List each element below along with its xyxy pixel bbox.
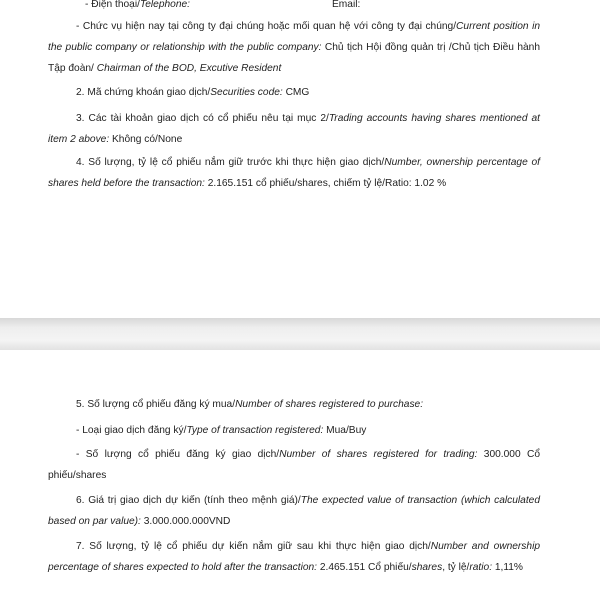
item5-vi: 5. Số lượng cổ phiếu đăng ký mua/: [76, 399, 236, 410]
item6-vi: 6. Giá trị giao dịch dự kiến (tính theo mệnh giá)/: [76, 495, 301, 506]
phone-label-en: Telephone:: [139, 0, 190, 10]
item7-value: 2.465.151 Cổ phiếu/: [317, 562, 412, 573]
item-5-shares-registered: [48, 394, 540, 415]
item3-vi: 3. Các tài khoản giao dịch có cổ phiếu nêu tại mục 2/: [76, 113, 329, 124]
item7-value2-en: ratio:: [469, 562, 493, 573]
item7-value-en: shares: [411, 562, 443, 573]
type-vi: - Loại giao dịch đăng ký/: [76, 425, 187, 436]
phone-email-line: [48, 0, 540, 15]
item7-value3: 1,11%: [492, 562, 523, 573]
page-break: [0, 318, 600, 350]
item4-value: 2.165.151 cổ phiếu/shares, chiếm tỷ lệ/Ratio: 1.02 %: [204, 178, 447, 189]
type-value: Mua/Buy: [323, 425, 367, 436]
registered-vi: - Số lượng cổ phiếu đăng ký giao dịch/: [76, 449, 280, 460]
item5-en: Number of shares registered to purchase:: [235, 399, 424, 410]
item6-en: The expected value of transaction (which calculated based on par value):: [48, 495, 540, 527]
item3-value: Không có/None: [109, 134, 183, 145]
item-2-securities-code: [48, 82, 540, 103]
registered-en: Number of shares registered for trading:: [279, 449, 478, 460]
item7-value2: , tỷ lệ/: [442, 562, 470, 573]
item2-en: Securities code:: [210, 87, 283, 98]
item2-vi: 2. Mã chứng khoán giao dịch/: [76, 87, 211, 98]
item-3-trading-accounts: [48, 108, 540, 150]
item-6-expected-value: [48, 490, 540, 532]
item3-en: Trading accounts having shares mentioned at item 2 above:: [48, 113, 540, 145]
position-vi: - Chức vụ hiện nay tại công ty đại chúng hoặc mối quan hệ với công ty đại chúng/: [76, 21, 457, 32]
document-page-bottom: [0, 350, 600, 600]
item7-vi: 7. Số lượng, tỷ lệ cổ phiếu dự kiến nắm giữ sau khi thực hiện giao dịch/: [76, 541, 431, 552]
position-en: Current position in the public company or relationship with the public company:: [48, 21, 540, 53]
item-4-shares-before: [48, 152, 540, 194]
registered-shares-line: [48, 444, 540, 486]
phone-label: - Điện thoại/: [85, 0, 140, 10]
item2-value: CMG: [282, 87, 310, 98]
email-label: Email:: [332, 0, 361, 10]
registered-value: 300.000 Cổ phiếu/shares: [48, 449, 540, 481]
current-position-paragraph: [48, 16, 540, 79]
item6-value: 3.000.000.000VND: [140, 516, 231, 527]
type-en: Type of transaction registered:: [186, 425, 324, 436]
position-value-vi: Chủ tịch Hội đồng quản trị /Chủ tịch Điều hành Tập đoàn/: [48, 42, 541, 74]
transaction-type-line: [48, 420, 540, 441]
item4-en: Number, ownership percentage of shares held before the transaction:: [48, 157, 541, 189]
position-value-en: Chairman of the BOD, Excutive Resident: [96, 63, 282, 74]
item4-vi: 4. Số lượng, tỷ lệ cổ phiếu nắm giữ trước khi thực hiện giao dịch/: [76, 157, 385, 168]
item-7-shares-after: [48, 536, 540, 578]
item7-en: Number and ownership percentage of shares expected to hold after the transaction:: [48, 541, 541, 573]
